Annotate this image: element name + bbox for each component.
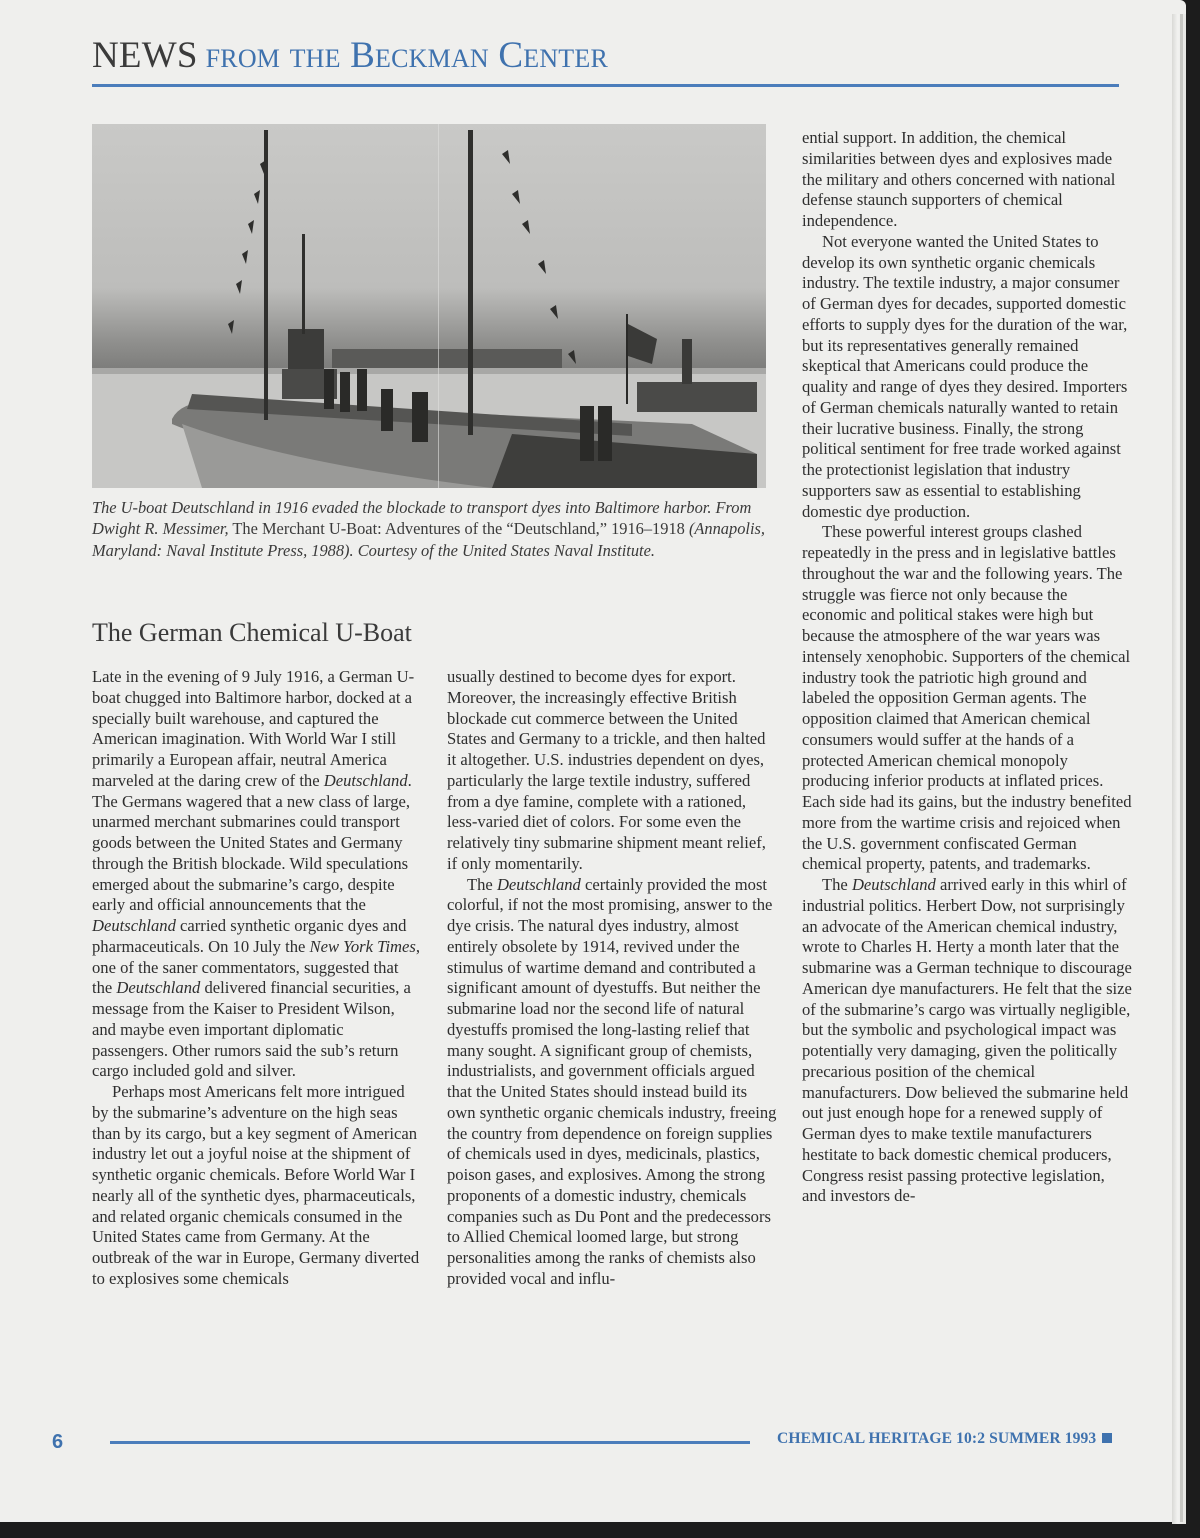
- paragraph: Not everyone wanted the United States to develop its own synthetic organic chemicals industry. The textile industry, a major consumer of German dyes for decades, supported domestic efforts to supply dyes for the duration of the war, but its representatives generally remained skeptical that Americans could produce the quality and range of dyes they desired. Importers of German chemicals naturally wanted to retain their lucrative business. Finally, the strong political sentiment for free trade worked against the protectionist legislation that industry supporters saw as essential to establishing domestic dye production.: [802, 231, 1128, 521]
- article-column-1: [92, 667, 422, 1290]
- paragraph: These powerful interest groups clashed repeatedly in the press and in legislative battles throughout the war and the following years. The struggle was fierce not only because the economic and political stakes were high but because the atmosphere of the war years was intensely xenophobic. Supporters of the chemical industry took the patriotic high ground and labeled the opposition German agents. The opposition claimed that American chemical consumers would suffer at the hands of a protected American chemical monopoly producing inferior products at inflated prices. Each side had its gains, but the industry benefited more from the wartime crisis and rejoiced when the U.S. government confiscated German chemical property, patents, and trademarks.: [802, 522, 1132, 874]
- square-bullet-icon: [1102, 1433, 1112, 1443]
- page-gutter: [1180, 14, 1183, 1522]
- publication-name: CHEMICAL HERITAGE 10:2 SUMMER 1993: [777, 1430, 1097, 1447]
- article-column-3: [802, 128, 1132, 1207]
- publication-footer: [777, 1430, 1112, 1448]
- paragraph: usually destined to become dyes for export. Moreover, the increasingly effective British blockade cut commerce between the United States and Germany to a trickle, and then halted it altogether. U.S. industries dependent on dyes, particularly the large textile industry, suffered from a dye famine, complete with a rationed, less-varied diet of colors. For some even the relatively tiny submarine shipment meant relief, if only momentarily.: [447, 667, 766, 873]
- article-headline: The German Chemical U-Boat: [92, 618, 412, 647]
- uboat-photo: [92, 124, 766, 488]
- article-column-2: [447, 667, 777, 1290]
- header-rule: [92, 84, 1119, 87]
- caption-book-title: The Merchant U-Boat: Adventures of the “Deutschland,” 1916–1918: [228, 519, 689, 539]
- paragraph: Perhaps most Americans felt more intrigued by the submarine’s adventure on the high seas than by its cargo, but a key segment of American industry let out a joyful noise at the shipment of synthetic organic chemicals. Before World War I nearly all of the synthetic dyes, pharmaceuticals, and related organic chemicals consumed in the United States came from Germany. At the outbreak of the war in Europe, Germany diverted to explosives some chemicals: [92, 1082, 420, 1288]
- paragraph: ential support. In addition, the chemical similarities between dyes and explosives made the military and others concerned with national defense staunch supporters of chemical independence.: [802, 128, 1116, 230]
- masthead-subtitle: from the Beckman Center: [205, 35, 609, 76]
- page-edge: [1172, 14, 1186, 1524]
- masthead-news: NEWS: [92, 35, 198, 76]
- caption-italic-1: The U-boat Deutschland in 1916 evaded the blockade to transport dyes into Baltimore harbor. From Dwight R. Messimer,: [92, 498, 752, 539]
- footer-rule: [110, 1441, 750, 1444]
- photo-caption: [92, 497, 776, 561]
- submarine-illustration: [92, 124, 766, 488]
- paragraph: Late in the evening of 9 July 1916, a German U-boat chugged into Baltimore harbor, docked at a specially built warehouse, and captured the American imagination. With World War I still primarily a European affair, neutral America marveled at the daring crew of the Deutschland. The Germans wagered that a new class of large, unarmed merchant submarines could transport goods between the United States and Germany through the British blockade. Wild speculations emerged about the submarine’s cargo, despite early and official announcements that the Deutschland carried synthetic organic dyes and pharmaceuticals. On 10 July the New York Times, one of the saner commentators, suggested that the Deutschland delivered financial securities, a message from the Kaiser to President Wilson, and maybe even important diplomatic passengers. Other rumors said the sub’s return cargo included gold and silver.: [92, 667, 421, 1081]
- page-number: 6: [52, 1431, 64, 1453]
- paragraph: The Deutschland certainly provided the most colorful, if not the most promising, answer to the dye crisis. The natural dyes industry, almost entirely obsolete by 1914, revived under the stimulus of wartime demand and contributed a significant amount of dyestuffs. But neither the submarine load nor the second life of natural dyestuffs promised the long-lasting relief that many sought. A significant group of chemists, industrialists, and government officials argued that the United States should instead build its own synthetic organic chemicals industry, freeing the country from dependence on foreign supplies of chemicals used in dyes, medicinals, plastics, poison gases, and explosives. Among the strong proponents of a domestic industry, chemicals companies such as Du Pont and the predecessors to Allied Chemical loomed large, but strong personalities among the ranks of chemists also provided vocal and influ-: [447, 874, 777, 1288]
- masthead: [92, 36, 608, 76]
- caption-italic-2: (Annapolis, Maryland: Naval Institute Press, 1988). Courtesy of the United States Naval Institute.: [92, 519, 765, 560]
- paragraph: The Deutschland arrived early in this whirl of industrial politics. Herbert Dow, not surprisingly an advocate of the American chemical industry, wrote to Charles H. Herty a month later that the submarine was a German technique to discourage American dye manufacturers. He felt that the size of the submarine’s cargo was virtually negligible, but the symbolic and psychological impact was potentially very damaging, given the politically precarious position of the chemical manufacturers. Dow believed the submarine held out just enough hope for a renewed supply of German dyes to make textile manufacturers hestitate to back domestic chemical producers, Congress resist passing protective legislation, and investors de-: [802, 875, 1132, 1206]
